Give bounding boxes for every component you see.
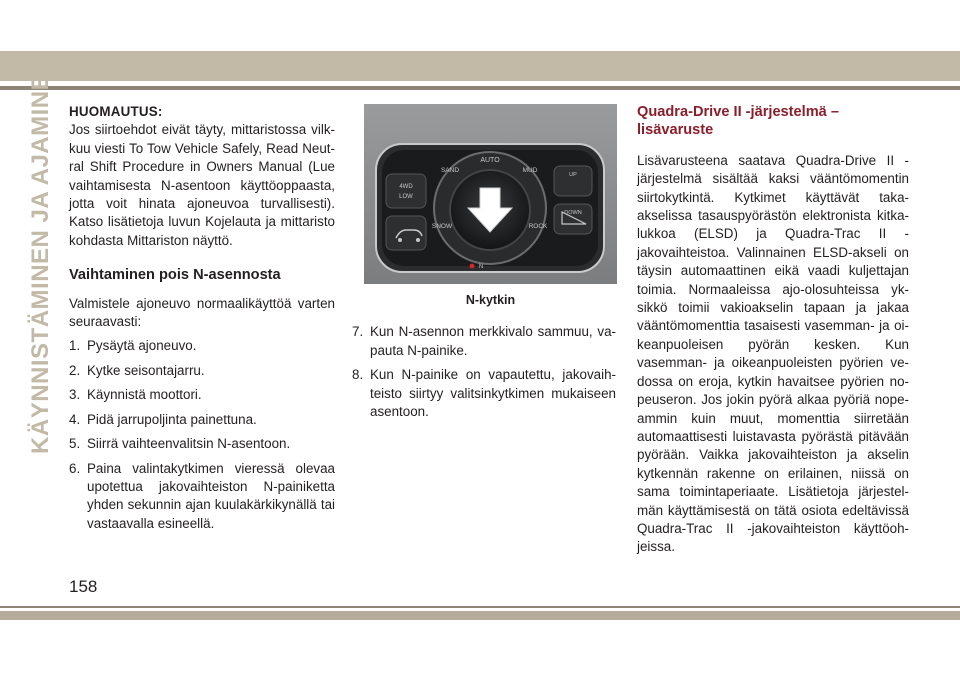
list-item: [352, 323, 616, 360]
4wd-label: 4WD: [399, 184, 413, 190]
header-rule: [0, 86, 960, 90]
header-band: [0, 51, 960, 81]
list-item: [69, 386, 335, 404]
step-text: Käynnistä moottori.: [87, 387, 202, 403]
step-text: Kun N-painike on vapautettu, jakovaihteisto siirtyy valitsinkytkimen mukaiseen asentoon.: [370, 367, 616, 420]
step-text: Kytke seisontajarru.: [87, 362, 205, 378]
step-text: Siirrä vaihteenvalitsin N-asentoon.: [87, 436, 291, 452]
mud-label: MUD: [522, 167, 538, 174]
n-switch-photo: [364, 104, 617, 284]
column-middle: [352, 103, 616, 427]
page-number: 158: [69, 577, 98, 596]
low-label: LOW: [399, 194, 413, 200]
column-right: [637, 103, 909, 557]
list-item: [69, 435, 335, 453]
list-item: [352, 366, 616, 421]
side-chapter-label: KÄYNNISTÄMINEN JA AJAMINEN: [27, 56, 54, 454]
steps-list-continued: [352, 323, 616, 421]
auto-label: AUTO: [480, 157, 500, 164]
footer-band: [0, 611, 960, 620]
note-text: Jos siirtoehdot eivät täyty, mittaristossa vilkkuu viesti To Tow Vehicle Safely, Read Neutral Shift Procedure in Owners Manual (Lue vaihtamisesta N-asentoon käyttöoppaasta, jotta voit hinata ajoneuvoa turvallisesti). Katso lisätietoja luvun Kojelauta ja mittaristo kohdasta Mittariston näyttö.: [69, 122, 335, 248]
down-label: DOWN: [564, 210, 582, 216]
note-title: HUOMAUTUS:: [69, 104, 163, 119]
step-number: 1.: [69, 338, 81, 354]
section-intro: Valmistele ajoneuvo normaalikäyttöä varten seuraavasti:: [69, 295, 335, 330]
step-number: 7.: [352, 324, 364, 340]
section-title-neutral: Vaihtaminen pois N-asennosta: [69, 267, 281, 284]
step-number: 5.: [69, 436, 81, 452]
figure-caption: N-kytkin: [465, 293, 516, 307]
step-number: 4.: [69, 411, 81, 427]
step-number: 8.: [352, 367, 364, 383]
step-number: 6.: [69, 460, 81, 476]
n-label: N: [478, 264, 484, 270]
step-text: Pysäytä ajoneuvo.: [87, 338, 197, 354]
step-text: Paina valintakytkimen vieressä olevaa upotettua jakovaihteiston N-painiketta yhden sekunnin ajan kuulakärkikynällä tai vastaavalla esineellä.: [87, 460, 335, 531]
column-left: [69, 103, 335, 539]
step-text: Kun N-asennon merkkivalo sammuu, vapauta N-painike.: [370, 324, 616, 358]
step-text: Pidä jarrupoljinta painettuna.: [87, 411, 257, 427]
sand-label: SAND: [440, 167, 460, 174]
list-item: [69, 460, 335, 534]
list-item: [69, 411, 335, 429]
list-item: [69, 337, 335, 355]
step-number: 3.: [69, 387, 81, 403]
list-item: [69, 362, 335, 380]
rock-label: ROCK: [528, 223, 548, 230]
side-chapter-tab: [26, 56, 56, 454]
steps-list: [69, 337, 335, 533]
section-title-quadra-drive: Quadra-Drive II -järjestelmä – lisävaruste: [637, 104, 839, 139]
footer-rule: [0, 606, 960, 608]
selector-panel-illustration: [364, 104, 617, 284]
snow-label: SNOW: [431, 223, 453, 230]
section-quadra-drive-text: Lisävarusteena saatava Quadra-Drive II -järjestelmä sisältää kaksi vääntömomentin siirtokytkintä. Kytkimet käyttävät takaakselissa tasauspyörästön elektronista kitkalukkoa (ELSD) ja Quadra-Trac II -jakovaihteistoa. Valinnainen ELSD-akseli on täysin automaattinen eikä vaadi kuljettajan toimia. Normaaleissa ajo-olosuhteissa yksikkö toimii vakioakselin tapaan ja jakaa vääntömomenttia tasaisesti vasemman- ja oikeanpuoleisen pyörän kesken. Kun vasemman- ja oikeanpuoleisten pyörien vedossa on eroja, kytkin havaitsee pyörien nopeuseron. Jos jokin pyörä alkaa pyöriä nopeammin kuin muut, momenttia siirretään automaattisesti luistavasta pyörästä pitävään pyörään. Vaikka jakovaihteiston ja akselin kytkennän rakenne on erilainen, niissä on sama toimintaperiaate. Lisätietoja järjestelmän käyttämisestä on tätä osiota edeltävissä Quadra-Trac II -jakovaihteiston käyttöohjeissa.: [637, 152, 909, 555]
step-number: 2.: [69, 362, 81, 378]
up-label: UP: [569, 172, 577, 178]
